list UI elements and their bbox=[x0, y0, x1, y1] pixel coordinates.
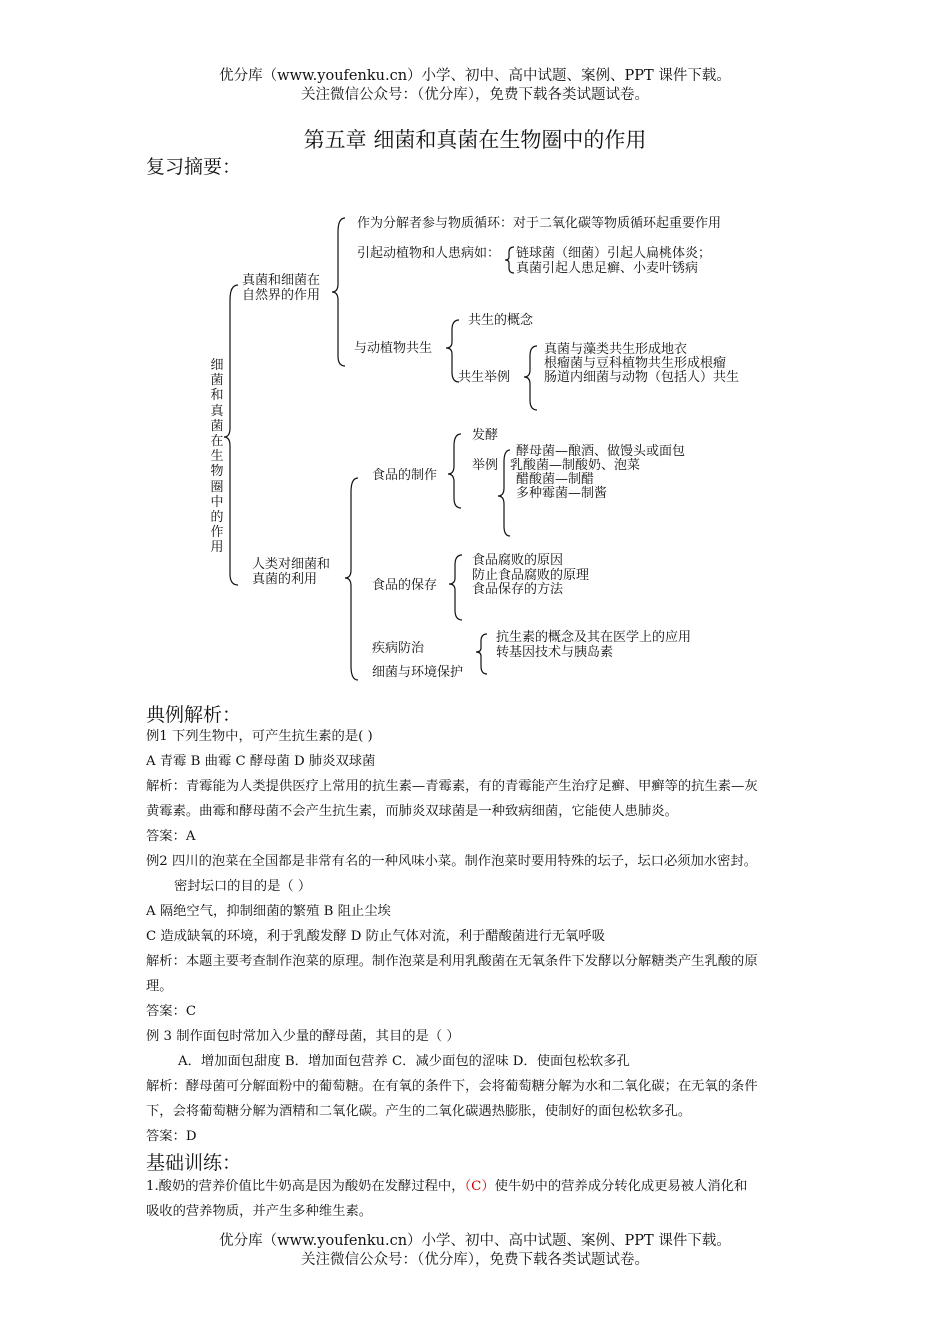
example-3-analysis-1: 解析：酵母菌可分解面粉中的葡萄糖。在有氧的条件下，会将葡萄糖分解为水和二氧化碳；在无氧的条件 bbox=[146, 1079, 758, 1094]
footer-line-2: 关注微信公众号：（优分库），免费下载各类试题试卷。 bbox=[301, 1252, 649, 1268]
example-3-answer: 答案：D bbox=[146, 1129, 197, 1144]
example-1-answer: 答案：A bbox=[146, 829, 196, 844]
fermentation-example-2: 乳酸菌—制酸奶、泡菜 bbox=[510, 458, 641, 473]
example-2-answer: 答案：C bbox=[146, 1004, 197, 1019]
header-line-2: 关注微信公众号：（优分库），免费下载各类试题试卷。 bbox=[301, 87, 649, 103]
human-brace bbox=[345, 478, 358, 680]
disease-brace bbox=[505, 247, 514, 273]
examples-heading: 典例解析： bbox=[146, 704, 242, 726]
example-2-question-1: 例2 四川的泡菜在全国都是非常有名的一种风味小菜。制作泡菜时要用特殊的坛子，坛口必须加水密封。 bbox=[146, 854, 758, 869]
nature-brace bbox=[332, 218, 345, 366]
fermentation-example-3: 醋酸菌—制醋 bbox=[516, 472, 595, 487]
example-2-options-1: A 隔绝空气，抑制细菌的繁殖 B 阻止尘埃 bbox=[146, 904, 391, 919]
disease-control-item-2: 转基因技术与胰岛素 bbox=[496, 645, 614, 660]
summary-heading: 复习摘要： bbox=[146, 156, 242, 178]
basic-q1-pre: 1.酸奶的营养价值比牛奶高是因为酸奶在发酵过程中， bbox=[146, 1179, 465, 1194]
food-preservation-label: 食品的保存 bbox=[372, 578, 438, 593]
preservation-item-1: 食品腐败的原因 bbox=[472, 553, 564, 568]
example-2-analysis-2: 理。 bbox=[146, 979, 173, 994]
fermentation-label: 发酵 bbox=[472, 428, 499, 443]
example-2-question-2: 密封坛口的目的是（ ） bbox=[174, 879, 312, 894]
example-1-analysis-2: 黄霉素。曲霉和酵母菌不会产生抗生素，而肺炎双球菌是一种致病细菌，它能使人患肺炎。 bbox=[146, 804, 678, 819]
fermentation-example-4: 多种霉菌—制酱 bbox=[516, 486, 608, 501]
basic-question-1-line-2: 吸收的营养物质，并产生多种维生素。 bbox=[146, 1204, 373, 1219]
page-title: 第五章 细菌和真菌在生物圈中的作用 bbox=[303, 128, 647, 152]
food-making-label: 食品的制作 bbox=[372, 468, 438, 483]
preservation-item-2: 防止食品腐败的原理 bbox=[472, 568, 590, 583]
disease-control-label: 疾病防治 bbox=[372, 641, 425, 656]
example-2-options-2: C 造成缺氧的环境，利于乳酸发酵 D 防止气体对流，利于醋酸菌进行无氧呼吸 bbox=[146, 929, 606, 944]
basic-question-1 bbox=[146, 1175, 747, 1194]
basic-q1-answer: （C） bbox=[464, 1179, 495, 1194]
disease-item-2: 真菌引起人患足癣、小麦叶锈病 bbox=[516, 261, 699, 276]
symbiosis-label: 与动植物共生 bbox=[354, 341, 433, 356]
example-3-options: A．增加面包甜度 B．增加面包营养 C．减少面包的涩味 D．使面包松软多孔 bbox=[178, 1054, 630, 1069]
basic-heading: 基础训练： bbox=[146, 1152, 242, 1174]
human-use-label-2: 真菌的利用 bbox=[252, 572, 318, 587]
environment-label: 细菌与环境保护 bbox=[372, 665, 464, 680]
footer-line-1: 优分库（www.youfenku.cn）小学、初中、高中试题、案例、PPT 课件下载。 bbox=[219, 1233, 731, 1249]
symbiosis-concept: 共生的概念 bbox=[468, 313, 534, 328]
disease-prefix: 引起动植物和人患病如： bbox=[357, 246, 501, 261]
nature-role-label-2: 自然界的作用 bbox=[242, 288, 321, 303]
fermentation-examples-label: 举例 bbox=[472, 458, 499, 473]
decomposer-text: 作为分解者参与物质循环：对于二氧化碳等物质循环起重要作用 bbox=[357, 216, 722, 231]
preservation-item-3: 食品保存的方法 bbox=[472, 582, 564, 597]
symbiosis-example-1: 真菌与藻类共生形成地衣 bbox=[544, 342, 688, 357]
human-use-label-1: 人类对细菌和 bbox=[252, 557, 331, 572]
example-2-analysis-1: 解析：本题主要考查制作泡菜的原理。制作泡菜是利用乳酸菌在无氧条件下发酵以分解糖类产生乳酸的原 bbox=[146, 954, 758, 969]
root-brace bbox=[224, 285, 238, 585]
preservation-brace bbox=[449, 555, 462, 620]
symbiosis-example-2: 根瘤菌与豆科植物共生形成根瘤 bbox=[544, 356, 727, 371]
food-making-brace bbox=[448, 434, 461, 508]
example-3-analysis-2: 下，会将葡萄糖分解为酒精和二氧化碳。产生的二氧化碳遇热膨胀，使制好的面包松软多孔。 bbox=[146, 1104, 692, 1119]
basic-q1-post: 使牛奶中的营养成分转化成更易被人消化和 bbox=[494, 1179, 748, 1194]
example-3-question: 例 3 制作面包时常加入少量的酵母菌，其目的是（ ） bbox=[146, 1029, 460, 1044]
fermentation-example-1: 酵母菌—酿酒、做馒头或面包 bbox=[516, 444, 686, 459]
header-line-1: 优分库（www.youfenku.cn）小学、初中、高中试题、案例、PPT 课件下载。 bbox=[219, 68, 731, 84]
disease-control-brace bbox=[476, 634, 487, 674]
disease-item-1: 链球菌（细菌）引起人扁桃体炎； bbox=[516, 246, 712, 261]
sym-examples-brace bbox=[524, 346, 537, 410]
example-1-options: A 青霉 B 曲霉 C 酵母菌 D 肺炎双球菌 bbox=[146, 754, 376, 769]
disease-control-item-1: 抗生素的概念及其在医学上的应用 bbox=[496, 630, 692, 645]
symbiosis-examples-label: 共生举例 bbox=[458, 370, 511, 385]
root-label: 细 菌 和 真 菌 在 生 物 圈 中 的 作 用 bbox=[210, 358, 224, 556]
ferm-examples-brace bbox=[498, 450, 510, 536]
example-1-analysis-1: 解析：青霉能为人类提供医疗上常用的抗生素—青霉素，有的青霉能产生治疗足癣、甲癣等的抗生素—灰 bbox=[146, 779, 758, 794]
example-1-question: 例1 下列生物中，可产生抗生素的是( ) bbox=[146, 729, 373, 744]
nature-role-label-1: 真菌和细菌在 bbox=[242, 273, 321, 288]
symbiosis-example-3: 肠道内细菌与动物（包括人）共生 bbox=[544, 370, 740, 385]
